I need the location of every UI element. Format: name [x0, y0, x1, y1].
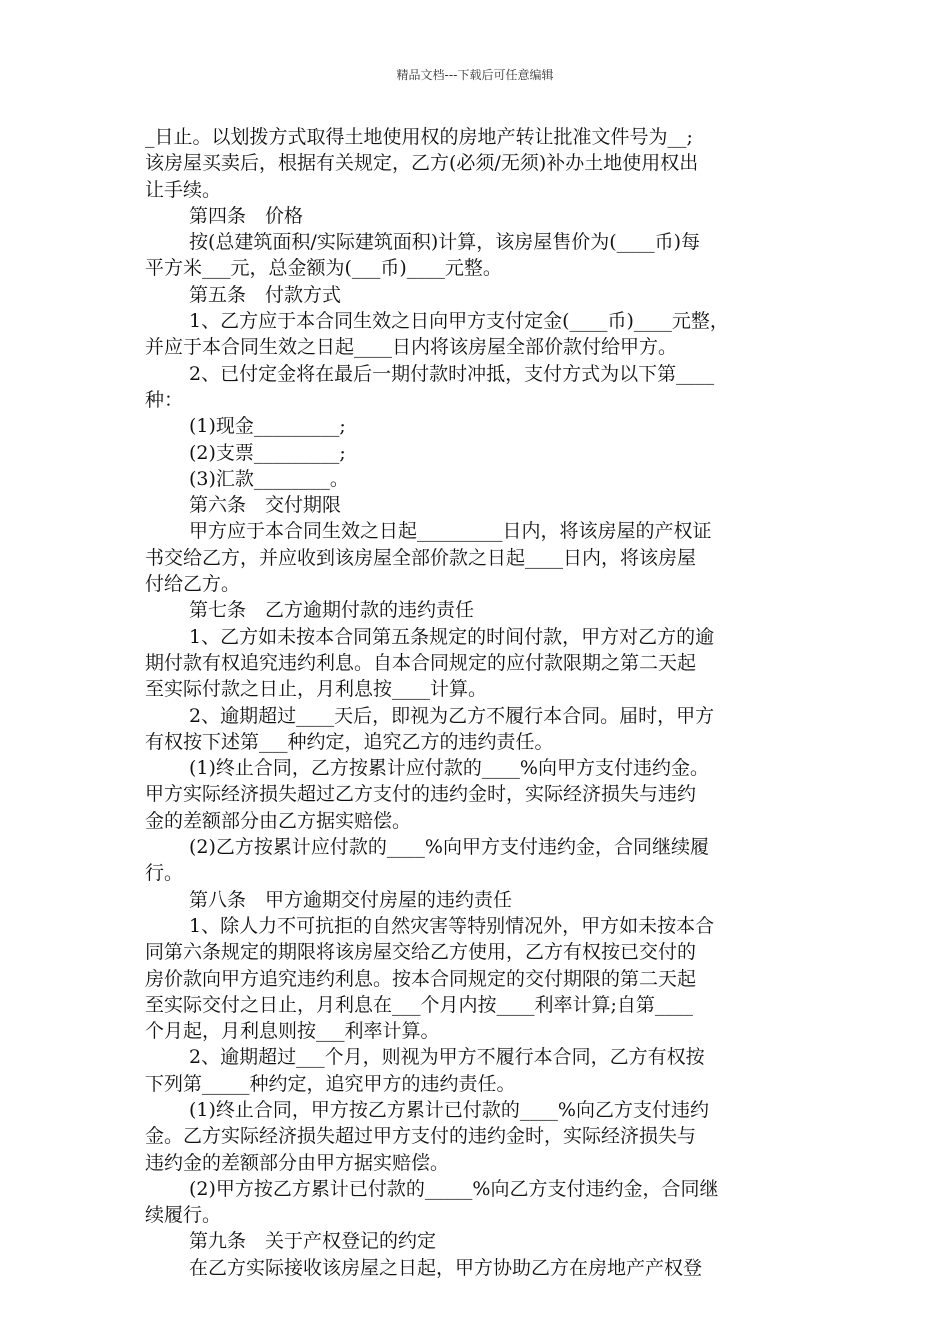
text-line: (1)终止合同，甲方按乙方累计已付款的____%向乙方支付违约 — [189, 1098, 709, 1121]
text-line: 第五条 付款方式 — [189, 283, 342, 306]
text-line: 同第六条规定的期限将该房屋交给乙方使用，乙方有权按已交付的 — [145, 941, 697, 964]
text-line: (1)终止合同，乙方按累计应付款的____%向甲方支付违约金。 — [189, 757, 709, 780]
text-line: 行。 — [145, 862, 184, 885]
text-line: _日止。以划拨方式取得土地使用权的房地产转让批准文件号为__; — [145, 126, 693, 148]
text-line: 书交给乙方，并应收到该房屋全部价款之日起____日内，将该房屋 — [145, 546, 697, 569]
text-line: 第六条 交付期限 — [189, 494, 342, 517]
text-line: 金的差额部分由乙方据实赔偿。 — [145, 809, 412, 832]
text-line: 金。乙方实际经济损失超过甲方支付的违约金时，实际经济损失与 — [145, 1125, 697, 1148]
text-line: 有权按下述第___种约定，追究乙方的违约责任。 — [145, 730, 554, 753]
text-line: 第七条 乙方逾期付款的违约责任 — [189, 599, 475, 622]
text-line: 违约金的差额部分由甲方据实赔偿。 — [145, 1151, 450, 1174]
text-line: 至实际付款之日止，月利息按____计算。 — [145, 678, 488, 701]
page-header: 精品文档---下载后可任意编辑 — [396, 68, 554, 82]
text-line: 个月起，月利息则按___利率计算。 — [145, 1020, 440, 1043]
text-line: (3)汇款________。 — [189, 467, 349, 490]
text-line: (2)乙方按累计应付款的____%向甲方支付违约金，合同继续履 — [189, 836, 709, 859]
text-line: 第八条 甲方逾期交付房屋的违约责任 — [189, 888, 513, 911]
text-line: 甲方实际经济损失超过乙方支付的违约金时，实际经济损失与违约 — [145, 783, 697, 806]
text-line: (2)甲方按乙方累计已付款的_____%向乙方支付违约金，合同继 — [189, 1177, 719, 1200]
text-line: 平方米___元，总金额为(___币)____元整。 — [145, 257, 502, 280]
text-line: 2、逾期超过____天后，即视为乙方不履行本合同。届时，甲方 — [189, 704, 715, 727]
text-line: 种： — [145, 388, 184, 411]
text-line: 2、逾期超过___个月，则视为甲方不履行本合同，乙方有权按 — [189, 1046, 705, 1069]
text-line: 该房屋买卖后，根据有关规定，乙方(必须/无须)补办土地使用权出 — [145, 152, 699, 175]
text-line: 1、除人力不可抗拒的自然灾害等特别情况外，甲方如未按本合 — [189, 914, 715, 937]
text-line: 1、乙方应于本合同生效之日向甲方支付定金(____币)____元整， — [189, 310, 729, 333]
text-line: 让手续。 — [145, 178, 222, 201]
text-line: 房价款向甲方追究违约利息。按本合同规定的交付期限的第二天起 — [145, 967, 697, 990]
text-line: 至实际交付之日止，月利息在___个月内按____利率计算;自第____ — [145, 993, 693, 1016]
text-line: 期付款有权追究违约利息。自本合同规定的应付款限期之第二天起 — [145, 651, 697, 674]
text-line: 续履行。 — [145, 1204, 222, 1227]
text-line: (1)现金_________; — [189, 415, 346, 438]
text-line: 并应于本合同生效之日起____日内将该房屋全部价款付给甲方。 — [145, 336, 678, 359]
document-body — [145, 124, 807, 1281]
text-line: 甲方应于本合同生效之日起_________日内，将该房屋的产权证 — [189, 520, 712, 543]
text-line: 1、乙方如未按本合同第五条规定的时间付款，甲方对乙方的逾 — [189, 625, 715, 648]
text-line: 付给乙方。 — [145, 573, 241, 596]
text-line: 第九条 关于产权登记的约定 — [189, 1230, 437, 1253]
text-line: 下列第_____种约定，追究甲方的违约责任。 — [145, 1072, 516, 1095]
text-line: (2)支票_________; — [189, 441, 346, 464]
text-line: 在乙方实际接收该房屋之日起，甲方协助乙方在房地产产权登 — [189, 1256, 703, 1279]
text-line: 第四条 价格 — [189, 204, 304, 227]
text-line: 按(总建筑面积/实际建筑面积)计算，该房屋售价为(____币)每 — [189, 231, 701, 254]
text-line: 2、已付定金将在最后一期付款时冲抵，支付方式为以下第____ — [189, 362, 715, 385]
